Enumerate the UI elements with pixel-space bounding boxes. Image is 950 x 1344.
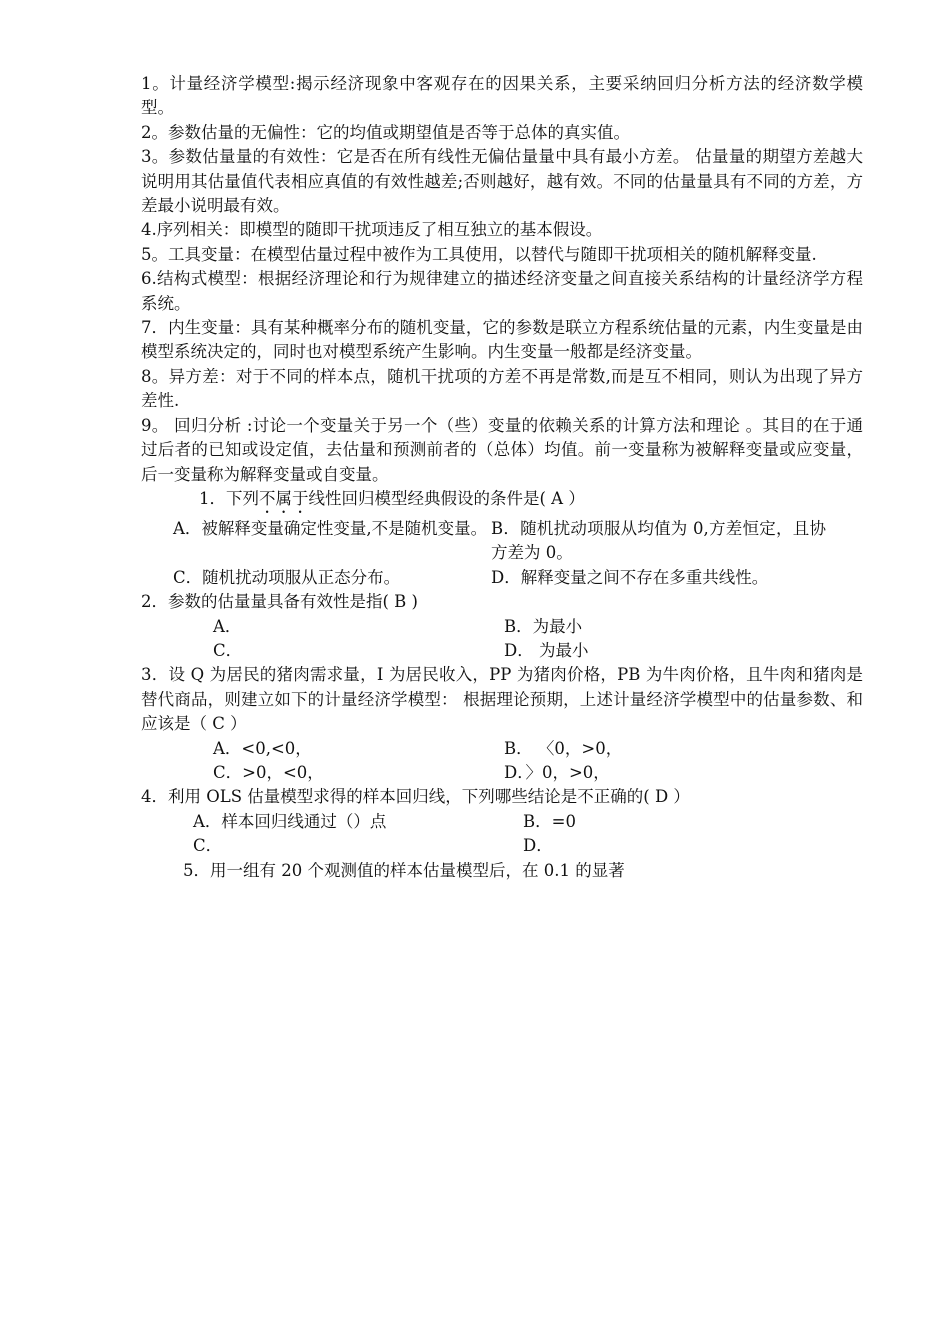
question-4-stem: 4．利用 OLS 估量模型求得的样本回归线，下列哪些结论是不正确的( D ） [141, 787, 690, 807]
question-1-option-b: B．随机扰动项服从均值为 0,方差恒定，且协方差为 0。 [491, 518, 826, 563]
definition-4: 4.序列相关：即模型的随即干扰项违反了相互独立的基本假设。 [141, 220, 603, 240]
question-1-option-c: C．随机扰动项服从正态分布。 [173, 567, 401, 587]
definition-1: 1。计量经济学模型:揭示经济现象中客观存在的因果关系，主要采纳回归分析方法的经济数学模型。 [141, 74, 863, 118]
question-5-stem: 5．用一组有 20 个观测值的样本估量模型后，在 0.1 的显著 [183, 860, 625, 880]
document-page [141, 72, 863, 883]
question-4-option-d: D． [523, 836, 553, 856]
question-2-option-d: D． 为最小 [504, 640, 589, 660]
question-1-option-d: D．解释变量之间不存在多重共线性。 [491, 567, 769, 587]
definition-8: 8。异方差：对于不同的样本点，随机干扰项的方差不再是常数,而是互不相同，则认为出现了异方差性. [141, 366, 863, 411]
question-1-emphasis: 不属于 [259, 488, 309, 508]
question-4-option-b: B．=0 [523, 811, 576, 831]
question-2-option-b: B．为最小 [504, 616, 583, 636]
question-3-stem: 3．设 Q 为居民的猪肉需求量，I 为居民收入，PP 为猪肉价格，PB 为牛肉价格，且牛肉和猪肉是替代商品，则建立如下的计量经济学模型： 根据理论预期，上述计量经济学模型中的估量参数、和应该是（ C ） [141, 665, 863, 734]
question-1-stem-end: 线性回归模型经典假设的条件是( A ） [308, 488, 585, 508]
question-1-stem-start: 1．下列 [199, 488, 259, 508]
definitions-section [141, 72, 863, 487]
definition-7: 7．内生变量：具有某种概率分布的随机变量，它的参数是联立方程系统估量的元素，内生变量是由模型系统决定的，同时也对模型系统产生影响。内生变量一般都是经济变量。 [141, 318, 863, 362]
question-3 [141, 663, 863, 785]
definition-3: 3。参数估量量的有效性：它是否在所有线性无偏估量量中具有最小方差。 估量量的期望方差越大说明用其估量值代表相应真值的有效性越差;否则越好，越有效。不同的估量量具有不同的方差，方差最小说明最有效。 [141, 147, 863, 216]
question-4-option-a: A．样本回归线通过（）点 [193, 811, 387, 831]
question-2-option-a: A． [213, 616, 242, 636]
definition-5: 5。工具变量：在模型估量过程中被作为工具使用，以替代与随即干扰项相关的随机解释变量. [141, 244, 817, 264]
question-1 [141, 487, 863, 590]
definition-2: 2。参数估量的无偏性：它的均值或期望值是否等于总体的真实值。 [141, 122, 630, 142]
question-3-option-b: B． 〈0，>0， [504, 738, 623, 758]
question-1-option-a: A．被解释变量确定性变量,不是随机变量。 [173, 518, 488, 538]
definition-9: 9。 回归分析 :讨论一个变量关于另一个（些）变量的依赖关系的计算方法和理论 。其目的在于通过后者的已知或设定值，去估量和预测前者的（总体）均值。前一变量称为被解释变量或应变量，后一变量称为解释变量或自变量。 [141, 415, 863, 484]
question-1-stem [199, 487, 863, 517]
question-3-option-d: D．〉0，>0， [504, 762, 610, 782]
question-3-option-a: A．<0,<0， [213, 738, 312, 758]
question-5 [141, 859, 863, 883]
question-2-stem: 2．参数的估量量具备有效性是指( B ) [141, 592, 418, 612]
question-2 [141, 590, 863, 663]
question-4-option-c: C． [193, 836, 223, 856]
definition-6: 6.结构式模型：根据经济理论和行为规律建立的描述经济变量之间直接关系结构的计量经济学方程系统。 [141, 269, 863, 313]
question-2-option-c: C． [213, 640, 243, 660]
question-4 [141, 785, 863, 858]
question-3-option-c: C．>0，<0， [213, 762, 324, 782]
